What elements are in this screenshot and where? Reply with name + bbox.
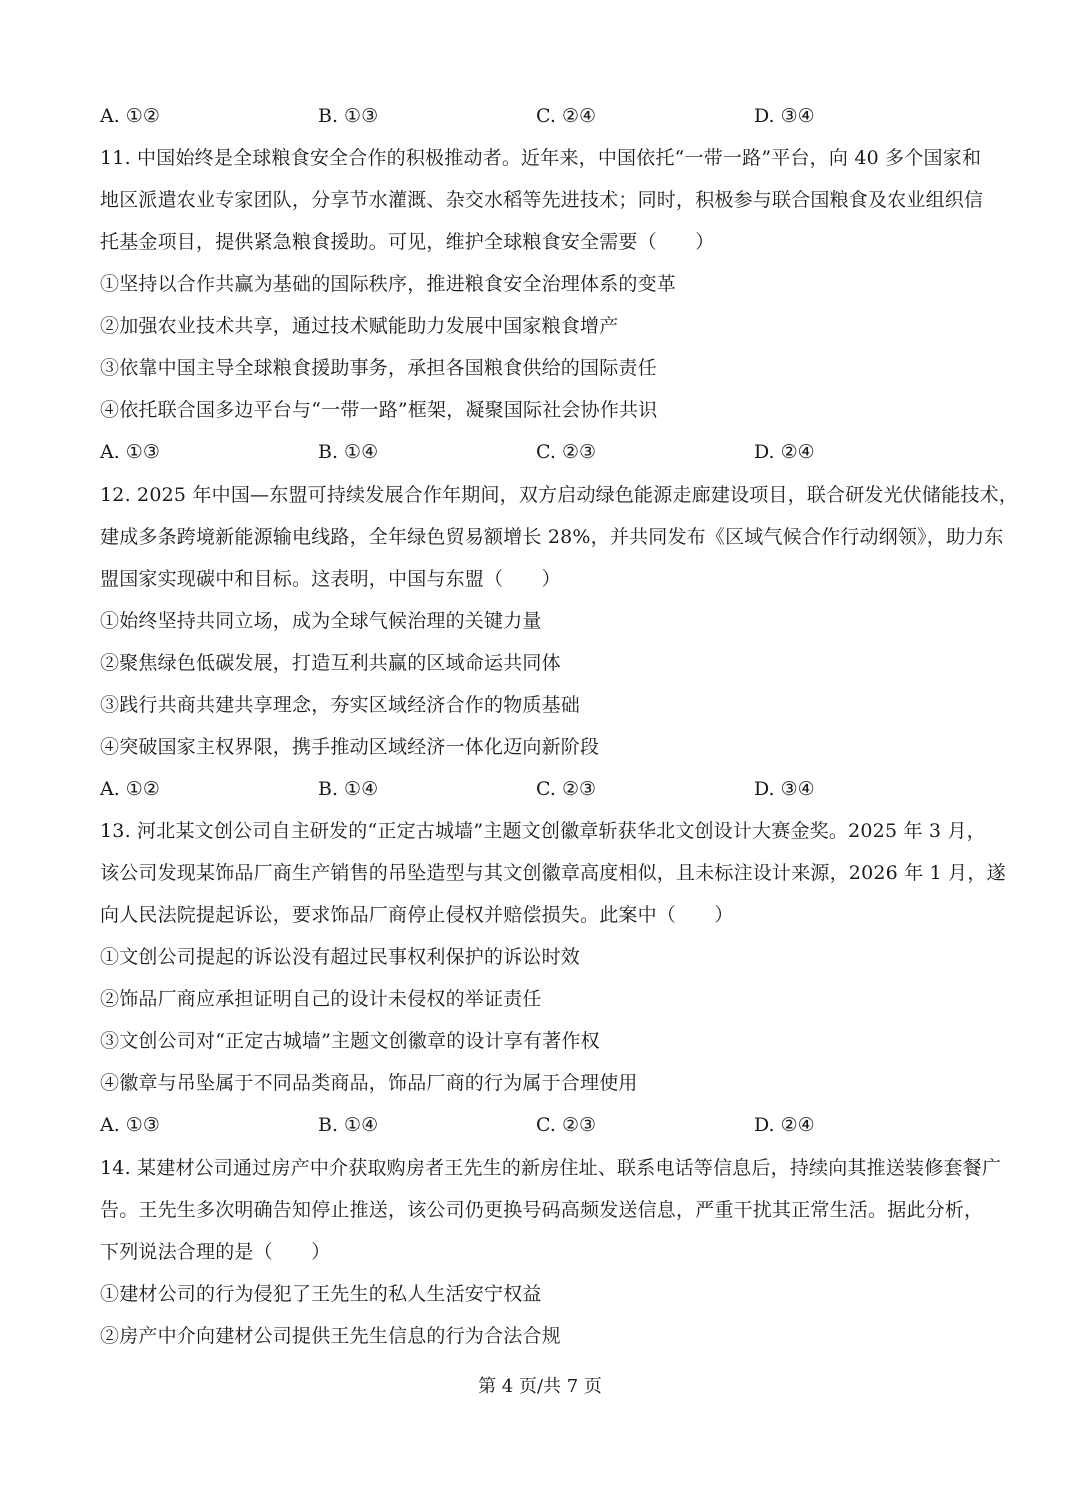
q11-statement-3: ③依靠中国主导全球粮食援助事务，承担各国粮食供给的国际责任 <box>100 357 657 379</box>
q11-option-d: D. ②④ <box>754 441 815 463</box>
q10-option-c: C. ②④ <box>536 105 597 127</box>
q13-option-b: B. ①④ <box>318 1114 379 1136</box>
q11-options <box>100 439 980 465</box>
q12-option-a: A. ①② <box>100 778 160 800</box>
q12-statement-2: ②聚焦绿色低碳发展，打造互利共赢的区域命运共同体 <box>100 652 561 674</box>
q12-options <box>100 776 980 802</box>
q11-option-c: C. ②③ <box>536 441 597 463</box>
q13-stem-line-2: 该公司发现某饰品厂商生产销售的吊坠造型与其文创徽章高度相似，且未标注设计来源，2026 年 1 月，遂 <box>100 862 1006 884</box>
q11-stem-line-3: 托基金项目，提供紧急粮食援助。可见，维护全球粮食安全需要（ ） <box>100 231 715 253</box>
q12-stem-line-3: 盟国家实现碳中和目标。这表明，中国与东盟（ ） <box>100 568 561 590</box>
q13-option-a: A. ①③ <box>100 1114 160 1136</box>
q12-statement-3: ③践行共商共建共享理念，夯实区域经济合作的物质基础 <box>100 694 581 716</box>
q13-statement-2: ②饰品厂商应承担证明自己的设计未侵权的举证责任 <box>100 988 542 1010</box>
q14-statement-2: ②房产中介向建材公司提供王先生信息的行为合法合规 <box>100 1325 561 1347</box>
q13-option-c: C. ②③ <box>536 1114 597 1136</box>
q12-statement-4: ④突破国家主权界限，携手推动区域经济一体化迈向新阶段 <box>100 736 600 758</box>
page-number-footer: 第 4 页/共 7 页 <box>478 1376 602 1397</box>
q12-statement-1: ①始终坚持共同立场，成为全球气候治理的关键力量 <box>100 610 542 632</box>
q13-statement-4: ④徽章与吊坠属于不同品类商品，饰品厂商的行为属于合理使用 <box>100 1072 638 1094</box>
q13-statement-3: ③文创公司对“正定古城墙”主题文创徽章的设计享有著作权 <box>100 1030 600 1052</box>
q11-statement-2: ②加强农业技术共享，通过技术赋能助力发展中国家粮食增产 <box>100 315 619 337</box>
q10-option-b: B. ①③ <box>318 105 379 127</box>
q11-statement-1: ①坚持以合作共赢为基础的国际秩序，推进粮食安全治理体系的变革 <box>100 273 677 295</box>
q14-stem-line-3: 下列说法合理的是（ ） <box>100 1241 331 1263</box>
q13-option-d: D. ②④ <box>754 1114 815 1136</box>
q12-stem-line-1: 12. 2025 年中国—东盟可持续发展合作年期间，双方启动绿色能源走廊建设项目，联合研发光伏储能技术， <box>100 484 1019 506</box>
q13-options <box>100 1112 980 1138</box>
q11-option-a: A. ①③ <box>100 441 160 463</box>
q14-statement-1: ①建材公司的行为侵犯了王先生的私人生活安宁权益 <box>100 1283 542 1305</box>
q11-stem-line-1: 11. 中国始终是全球粮食安全合作的积极推动者。近年来，中国依托“一带一路”平台，向 40 多个国家和 <box>100 147 982 169</box>
q10-option-a: A. ①② <box>100 105 160 127</box>
q13-stem-line-1: 13. 河北某文创公司自主研发的“正定古城墙”主题文创徽章斩获华北文创设计大赛金奖。2025 年 3 月， <box>100 820 986 842</box>
q13-stem-line-3: 向人民法院提起诉讼，要求饰品厂商停止侵权并赔偿损失。此案中（ ） <box>100 904 734 926</box>
q12-option-c: C. ②③ <box>536 778 597 800</box>
q11-stem-line-2: 地区派遣农业专家团队，分享节水灌溉、杂交水稻等先进技术；同时，积极参与联合国粮食及农业组织信 <box>100 189 984 211</box>
q11-statement-4: ④依托联合国多边平台与“一带一路”框架，凝聚国际社会协作共识 <box>100 399 658 421</box>
q14-stem-line-1: 14. 某建材公司通过房产中介获取购房者王先生的新房住址、联系电话等信息后，持续向其推送装修套餐广 <box>100 1157 1002 1179</box>
q10-options <box>100 103 980 129</box>
q12-option-d: D. ③④ <box>754 778 815 800</box>
q10-option-d: D. ③④ <box>754 105 815 127</box>
q11-option-b: B. ①④ <box>318 441 379 463</box>
q13-statement-1: ①文创公司提起的诉讼没有超过民事权利保护的诉讼时效 <box>100 946 581 968</box>
q14-stem-line-2: 告。王先生多次明确告知停止推送，该公司仍更换号码高频发送信息，严重干扰其正常生活。据此分析， <box>100 1199 984 1221</box>
q12-stem-line-2: 建成多条跨境新能源输电线路，全年绿色贸易额增长 28%，并共同发布《区域气候合作行动纲领》，助力东 <box>100 526 1004 548</box>
q12-option-b: B. ①④ <box>318 778 379 800</box>
